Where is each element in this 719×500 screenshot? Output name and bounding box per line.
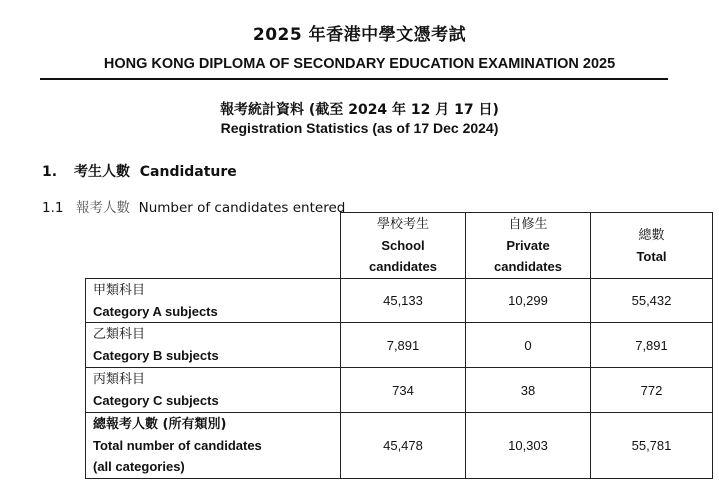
row-label	[86, 413, 341, 479]
column-header-en: Private	[506, 238, 550, 253]
row-label-zh: 丙類科目	[93, 372, 146, 387]
table-row	[86, 368, 713, 413]
cell-school: 734	[341, 368, 466, 413]
column-header-en: candidates	[369, 259, 437, 274]
row-label	[86, 279, 341, 323]
header-blank-cell	[86, 213, 341, 279]
column-header-en: School	[381, 238, 425, 253]
cell-school: 45,478	[341, 413, 466, 479]
column-header-total	[591, 213, 713, 279]
cell-school: 7,891	[341, 323, 466, 368]
table-row-total	[86, 413, 713, 479]
table-row	[86, 323, 713, 368]
document-title-english: HONG KONG DIPLOMA OF SECONDARY EDUCATION EXAMINATION 2025	[103, 56, 616, 72]
section-heading-candidature	[42, 161, 237, 181]
column-header-en: Total	[636, 248, 667, 264]
cell-private: 10,299	[466, 279, 591, 323]
section-title-chinese: 考生人數	[74, 164, 130, 180]
row-label-en: Category C subjects	[93, 393, 219, 408]
table-header-row	[86, 213, 713, 279]
cell-total: 55,781	[591, 413, 713, 479]
cell-private: 10,303	[466, 413, 591, 479]
row-label-en: Category A subjects	[93, 303, 218, 319]
title-divider	[40, 78, 668, 80]
column-header-school	[341, 213, 466, 279]
row-label	[86, 368, 341, 413]
row-label-zh: 乙類科目	[93, 327, 146, 342]
column-header-zh: 總數	[638, 227, 665, 243]
document-title-chinese: 2025 年香港中學文憑考試	[252, 25, 467, 45]
cell-school: 45,133	[341, 279, 466, 323]
row-label-zh: 甲類科目	[93, 282, 146, 298]
cell-total: 772	[591, 368, 713, 413]
row-label-en: Total number of candidates	[93, 438, 262, 453]
subsection-title-chinese: 報考人數	[76, 200, 130, 216]
section-title-english: Candidature	[139, 164, 237, 180]
cell-total: 7,891	[591, 323, 713, 368]
document-subtitle-english: Registration Statistics (as of 17 Dec 2024)	[220, 120, 499, 136]
row-label	[86, 323, 341, 368]
row-label-en-continued: (all categories)	[93, 459, 185, 474]
section-number: 1.	[42, 164, 58, 180]
column-header-zh: 學校考生	[376, 217, 429, 232]
column-header-en: candidates	[494, 259, 562, 274]
column-header-private	[466, 213, 591, 279]
subsection-number: 1.1	[42, 200, 64, 216]
cell-private: 0	[466, 323, 591, 368]
cell-total: 55,432	[591, 279, 713, 323]
document-subtitle-chinese: 報考統計資料 (截至 2024 年 12 月 17 日)	[220, 102, 499, 118]
row-label-en: Category B subjects	[93, 348, 219, 363]
candidates-table	[85, 212, 713, 479]
row-label-zh: 總報考人數 (所有類別)	[93, 417, 227, 432]
cell-private: 38	[466, 368, 591, 413]
column-header-zh: 自修生	[508, 217, 548, 232]
table-row	[86, 279, 713, 323]
subsection-title-english: Number of candidates entered	[138, 200, 346, 216]
